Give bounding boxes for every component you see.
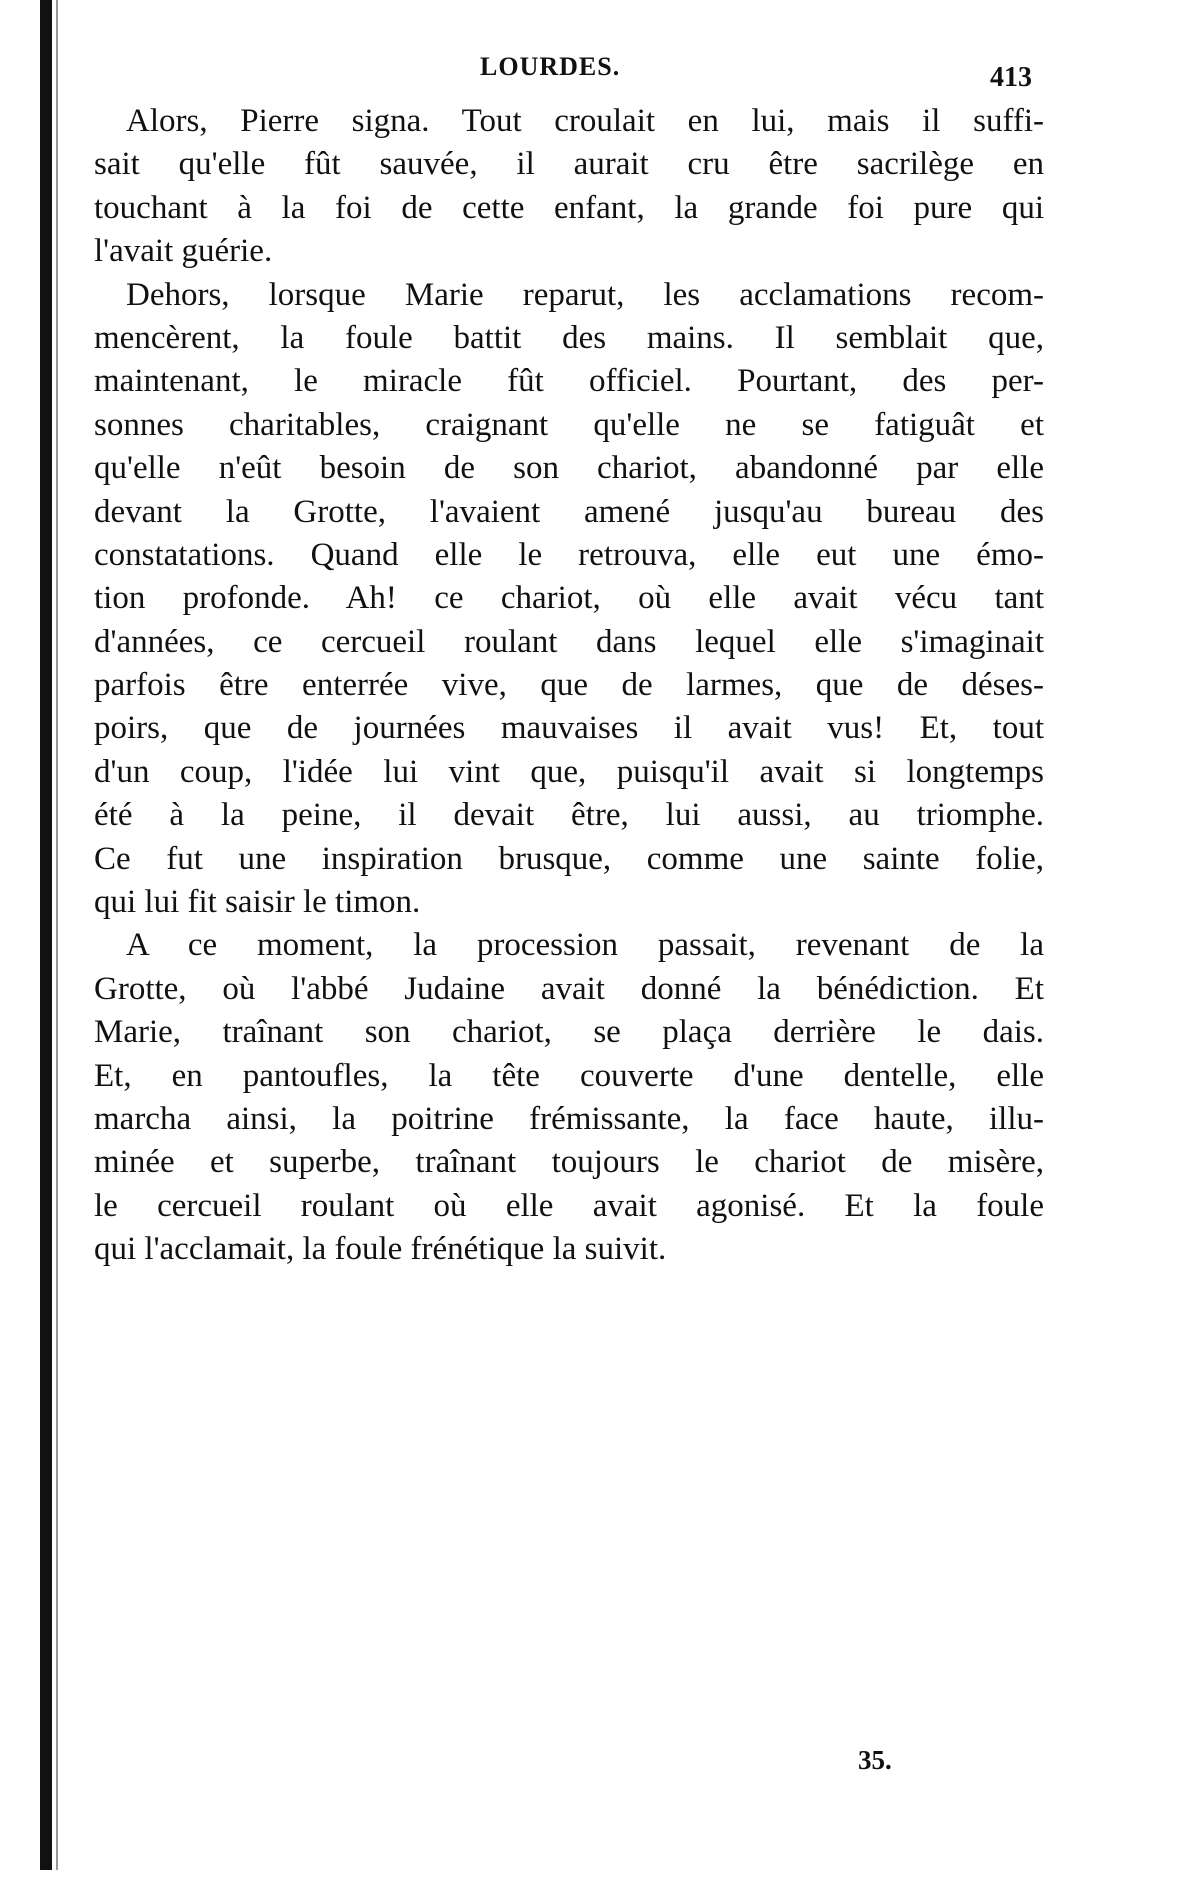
book-spine-shadow — [56, 0, 58, 1870]
text-line: parfois être enterrée vive, que de larmes, que de déses- — [94, 667, 1044, 704]
text-line: qui lui fit saisir le timon. — [94, 884, 421, 921]
text-line: marcha ainsi, la poitrine frémissante, la face haute, illu- — [94, 1100, 1044, 1137]
signature-mark: 35. — [858, 1745, 892, 1775]
text-line: minée et superbe, traînant toujours le chariot de misère, — [94, 1144, 1044, 1181]
text-line: Grotte, où l'abbé Judaine avait donné la bénédiction. Et — [94, 970, 1044, 1007]
page-body — [94, 100, 1044, 1272]
text-line: Dehors, lorsque Marie reparut, les acclamations recom- — [126, 276, 1044, 313]
paragraph — [94, 100, 1044, 274]
text-line: l'avait guérie. — [94, 233, 273, 270]
text-line: poirs, que de journées mauvaises il avait vus! Et, tout — [94, 710, 1044, 747]
text-line: Marie, traînant son chariot, se plaça derrière le dais. — [94, 1014, 1044, 1051]
paragraph — [94, 924, 1044, 1271]
paragraph — [94, 274, 1044, 925]
page-number: 413 — [990, 62, 1032, 93]
text-line: sait qu'elle fût sauvée, il aurait cru être sacrilège en — [94, 146, 1044, 183]
text-line: qui l'acclamait, la foule frénétique la suivit. — [94, 1231, 667, 1268]
running-title: LOURDES. — [480, 52, 621, 81]
text-line: d'années, ce cercueil roulant dans lequel elle s'imaginait — [94, 623, 1044, 660]
text-line: qu'elle n'eût besoin de son chariot, abandonné par elle — [94, 450, 1044, 487]
text-line: constatations. Quand elle le retrouva, elle eut une émo- — [94, 536, 1044, 573]
text-line: Alors, Pierre signa. Tout croulait en lui, mais il suffi- — [126, 103, 1044, 139]
text-line: maintenant, le miracle fût officiel. Pourtant, des per- — [94, 363, 1044, 400]
text-line: été à la peine, il devait être, lui aussi, au triomphe. — [94, 797, 1044, 834]
text-line: d'un coup, l'idée lui vint que, puisqu'il avait si longtemps — [94, 753, 1044, 790]
text-line: sonnes charitables, craignant qu'elle ne se fatiguât et — [94, 406, 1044, 443]
text-line: devant la Grotte, l'avaient amené jusqu'au bureau des — [94, 493, 1044, 530]
text-line: Ce fut une inspiration brusque, comme une sainte folie, — [94, 840, 1044, 877]
text-line: touchant à la foi de cette enfant, la grande foi pure qui — [94, 189, 1044, 226]
text-line: Et, en pantoufles, la tête couverte d'une dentelle, elle — [94, 1057, 1044, 1094]
text-line: le cercueil roulant où elle avait agonisé. Et la foule — [94, 1187, 1044, 1224]
text-line: tion profonde. Ah! ce chariot, où elle avait vécu tant — [94, 580, 1044, 617]
text-line: A ce moment, la procession passait, revenant de la — [126, 927, 1044, 964]
text-line: mencèrent, la foule battit des mains. Il semblait que, — [94, 319, 1044, 356]
book-spine-edge — [40, 0, 52, 1870]
